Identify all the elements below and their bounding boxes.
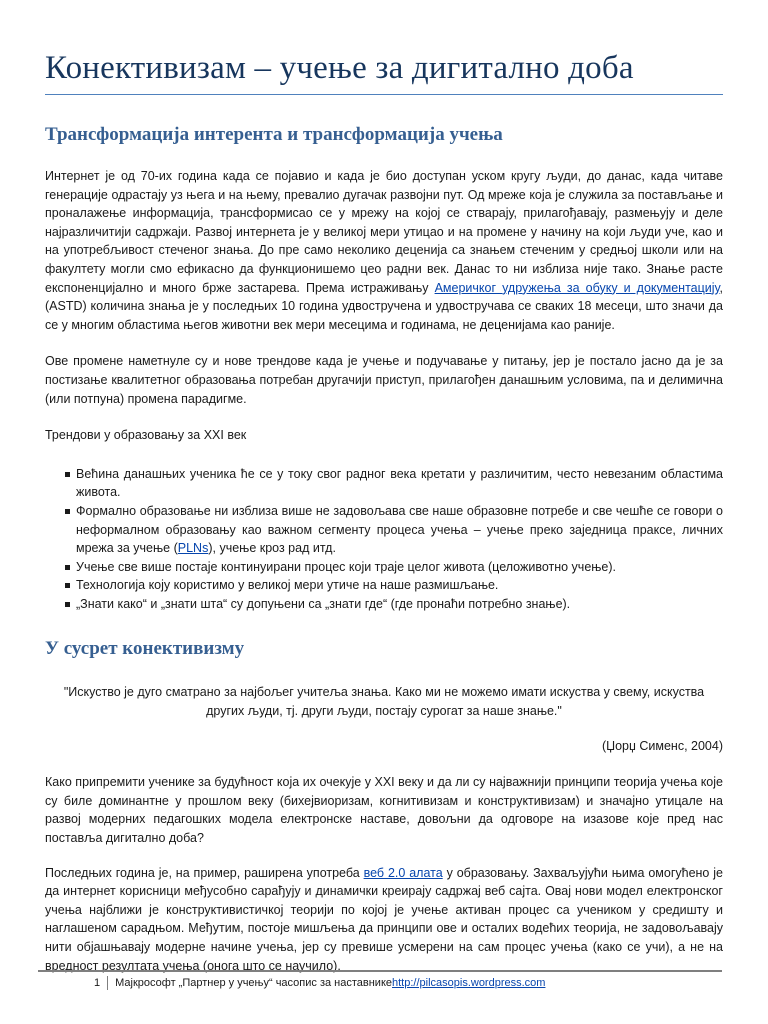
- footer-link[interactable]: http://pilcasopis.wordpress.com: [392, 977, 546, 989]
- quote-citation: (Џорџ Сименс, 2004): [601, 738, 723, 753]
- bullet-icon: [65, 472, 70, 477]
- trends-list: [45, 465, 723, 614]
- paragraph-internet-history: [45, 167, 723, 334]
- list-item-text: Формално образовање ни изблиза више не задовољава све наше образовне потребе и све чешће се говори о неформалном образовању као важном сегменту процеса учења – учење преко заједница праксе, личних мрежа за учење (: [76, 503, 723, 556]
- list-item-text: „Знати како“ и „знати шта“ су допуњени са „знати где“ (где пронаћи потребно знање).: [76, 596, 571, 611]
- bullet-icon: [65, 583, 70, 588]
- bullet-icon: [65, 565, 70, 570]
- plns-link[interactable]: PLNs: [177, 541, 209, 556]
- astd-link[interactable]: Америчког удружења за обуку и документацију: [434, 280, 720, 295]
- list-item: [45, 558, 723, 577]
- web-tools-link[interactable]: веб 2.0 алата: [363, 865, 443, 880]
- page-number: 1: [94, 976, 108, 990]
- list-item: [45, 595, 723, 614]
- paragraph-text: Интернет је од 70-их година када се појавио и када је био доступан уском кругу људи, до данас, када читаве генерације одрастају уз њега и на њему, превалио дугачак развојни пут. Од мреже која је служила за постављање и проналажење информација, трансформисао се у мрежу на којој се стварају, прилагођавају, размењују и деле најразличитији садржаји. Развој интернета је у великој мери утицао и на промене у начину на који људи уче, као и на употребљивост стеченог знања. До пре само неколико деценија са знањем стеченим у средњој школи или на факултету могли смо ефикасно да функционишемо цео радни век. Данас то ни изблиза није тако. Знање расте експоненцијално и много брже застарева. Према истраживању: [45, 169, 723, 295]
- section-heading-connectivism: У сусрет конективизму: [45, 638, 245, 660]
- list-item: [45, 465, 723, 502]
- bullet-icon: [65, 602, 70, 607]
- paragraph-text: , (ASTD) количина знања је у последњих 10 година удвостручена и удвостручава се сваких 18 месеци, што значи да се у многим областима његов животни век мери месецима и годинама, не деценијама као раније.: [45, 280, 724, 332]
- paragraph-web-tools: [45, 864, 723, 976]
- trends-subheading: Трендови у образовању за XXI век: [45, 428, 247, 443]
- footer-text: Мајкрософт „Партнер у учењу“ часопис за наставнике: [115, 977, 392, 989]
- paragraph-new-trends: Ове промене наметнуле су и нове трендове када је учење и подучавање у питању, јер је постало јасно да је за постизање квалитетног образовања потребан другачији приступ, прилагођен данашњим условима, па и делимична (или потпуна) промена парадигме.: [45, 354, 723, 406]
- list-item-text: ), учење кроз рад итд.: [208, 541, 336, 556]
- document-page: [45, 0, 723, 975]
- paragraph-text: Последњих година је, на пример, раширена употреба: [45, 865, 364, 880]
- section-heading-transformation: Трансформација интерента и трансформација учења: [45, 124, 503, 145]
- list-item-text: Учење све више постаје континуирани процес који траје целог живота (целоживотно учење).: [76, 559, 617, 574]
- footer-divider: [38, 970, 722, 972]
- page-footer: [94, 976, 545, 990]
- paragraph-preparing-students: Како припремити ученике за будућност која их очекује у XXI веку и да ли су најважнији принципи теорија учења које су биле доминантне у прошлом веку (бихејвиоризам, когнитивизам и конструктивизам) и значајно утицале на развој модерних педагошких модела електронске наставе, довољни да одговоре на изазове које пред нас поставља дигитално доба?: [45, 775, 723, 846]
- page-title: Конективизам – учење за дигитално доба: [45, 50, 634, 86]
- list-item: [45, 502, 723, 558]
- list-item-text: Већина данашњих ученика ће се у току свог радног века кретати у различитим, често невезаним областима живота.: [76, 466, 723, 500]
- title-divider: [45, 94, 723, 95]
- bullet-icon: [65, 509, 70, 514]
- paragraph-text: у образовању. Захваљујући њима омогућено је да интернет корисници међусобно сарађују и динамички креирају садржај веб сајта. Овај нови модел електронског учења најближи је конструктивистичкој теорији по којој је учење активан процес са учеником у средишту и наглашеном сарадњом. Међутим, постоје мишљења да принципи ове и осталих водећих теорија, не задовољавају нити објашњавају модерне начине учења, јер су превише усмерени на сам процес учења (како се учи), а не на вредност резултата учења (онога што се научило).: [45, 865, 724, 973]
- list-item: [45, 576, 723, 595]
- quote: "Искуство је дуго сматрано за најбољег учитеља знања. Како ми не можемо имати искуства у свему, искуства других људи, тј. други људи, постају сурогат за наше знање.": [63, 685, 705, 719]
- list-item-text: Технологија коју користимо у великој мери утиче на наше размишљање.: [76, 578, 499, 593]
